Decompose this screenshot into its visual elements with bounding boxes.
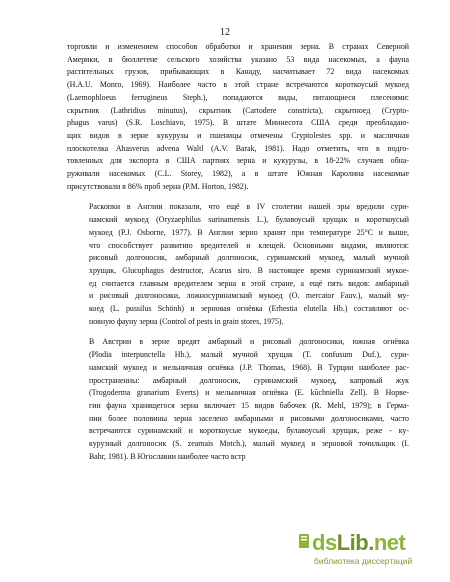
text-line: (H.A.U. Monro, 1969). Наиболее часто в этой стране встречаются короткоусый мукоед — [67, 80, 409, 90]
text-line: гии фауна хранящегося зерна включает 15 видов бабочек (R. Mehl, 1979); в Герма- — [89, 400, 409, 410]
logo-lib: Lib — [336, 530, 369, 555]
logo-net: net — [373, 530, 406, 555]
text-line: товленных для экспорта в США партиях зерна и кукурузы, в 18-22% случаев обна- — [67, 156, 409, 166]
text-line: растительных грузов, прибывающих в Канаду, насчитывает 72 вида насекомых — [67, 67, 409, 77]
book-icon — [298, 533, 310, 549]
paragraph-2 — [67, 201, 409, 328]
text-line: намский мукоед и мельничная огнёвка (J.P. Thomas, 1968). В Турции наиболее рас- — [89, 362, 409, 372]
text-line: phagus varus) (S.R. Loschiavo, 1975). В штате Миннесота США среди преобладаю- — [67, 118, 409, 128]
text-line: ед считается главным вредителем зерна в этой стране, а ещё пять видов: амбарный — [89, 278, 409, 288]
dslib-watermark[interactable] — [312, 530, 440, 570]
text-line: рисовый долгоносик, амбарный долгоносик, суринамский мукоед, малый мучной — [89, 253, 409, 263]
text-line: курузный долгоносик (S. zeamais Motch.), малый мукоед и зерновой точильщик (I. — [89, 439, 409, 449]
text-line: встречаются суринамский и короткоусые мукоеды, булавоусый хрущак, реже - ку- — [89, 426, 409, 436]
text-line: и рисовый долгоносики, ложносуринамский мукоед (O. mercator Fauv.), малый му- — [89, 291, 409, 301]
watermark-logo — [312, 530, 405, 556]
text-line: что способствует развитию вредителей и клещей. Основными видами, являются: — [89, 240, 409, 250]
text-line: нии более половины зерна заселено амбарными и рисовыми долгоносиками, часто — [89, 413, 409, 423]
text-line: (Trogoderma granarium Everts) и мельничная огнёвка (E. kũchniella Zell). В Норве- — [89, 388, 409, 398]
text-line: В Австрии в зерне вредят амбарный и рисовый долгоносики, южная огнёвка — [89, 337, 409, 347]
paragraph-1 — [67, 41, 409, 193]
text-line: пространенны: амбарный долгоносик, суринамский мукоед, капровый жук — [89, 375, 409, 385]
text-line: плоскотелка Ahasverus advena Waltl (A.V. Barak, 1981). Надо отметить, что в подго- — [67, 143, 409, 153]
text-line: новную фауну зерна (Control of pests in grain stores, 1975). — [89, 316, 284, 326]
watermark-tagline: библиотека диссертаций — [314, 556, 413, 566]
text-line: Америки, в бюллетене сельского хозяйства указано 53 вида насекомых, а фауна — [67, 54, 409, 64]
text-line: торговли и изменением способов обработки и хранения зерна. В странах Северной — [67, 42, 409, 51]
text-line: скрытник (Lathridius minutus), скрытник (Cartodere constricta), скрытноед (Crypto- — [67, 105, 409, 115]
paragraph-3 — [67, 336, 409, 463]
text-line: (Laemophloeus ferrugineus Steph.), попадаются виды, питающиеся плесенями: — [67, 92, 409, 102]
text-line: хрущак, Glucuphagus destructor, Acarus siro. В настоящее время суринамский мукое- — [89, 265, 409, 275]
text-line: намский мукоед (Oryzaephilus surinamensis L.), булавоусый хрущак и короткоусый — [89, 215, 409, 225]
text-line: руживали насекомых (C.L. Storey, 1982), а в штате Южная Каролина насекомые — [67, 169, 409, 179]
text-line: Bahr, 1981). В Югославии наиболее часто встр — [89, 451, 246, 461]
text-line: мукоед (P.J. Osborne, 1977). В Англии зерно хранят при температуре 25°C и выше, — [89, 227, 409, 237]
text-line: щих видов в зерне кукурузы и пшеницы отмечены Cryptolestes spp. и масличная — [67, 130, 409, 140]
text-line: коед (L. pussilus Schönh) и зерновая огнёвка (Erhestia elutella Hb.) составляют ос- — [89, 304, 409, 314]
page-number: 12 — [220, 27, 230, 38]
logo-ds: ds — [312, 530, 337, 555]
text-line: присутствовали в 86% проб зерна (P.M. Horton, 1982). — [67, 181, 249, 191]
logo-dot: . — [368, 530, 374, 555]
document-body — [67, 41, 409, 464]
text-line: Раскопки в Англии показали, что ещё в IV столетии нашей эры вредили сури- — [89, 202, 409, 212]
text-line: (Plodia interpunctella Hb.), малый мучной хрущак (T. confusum Duf.), сури- — [89, 350, 409, 360]
